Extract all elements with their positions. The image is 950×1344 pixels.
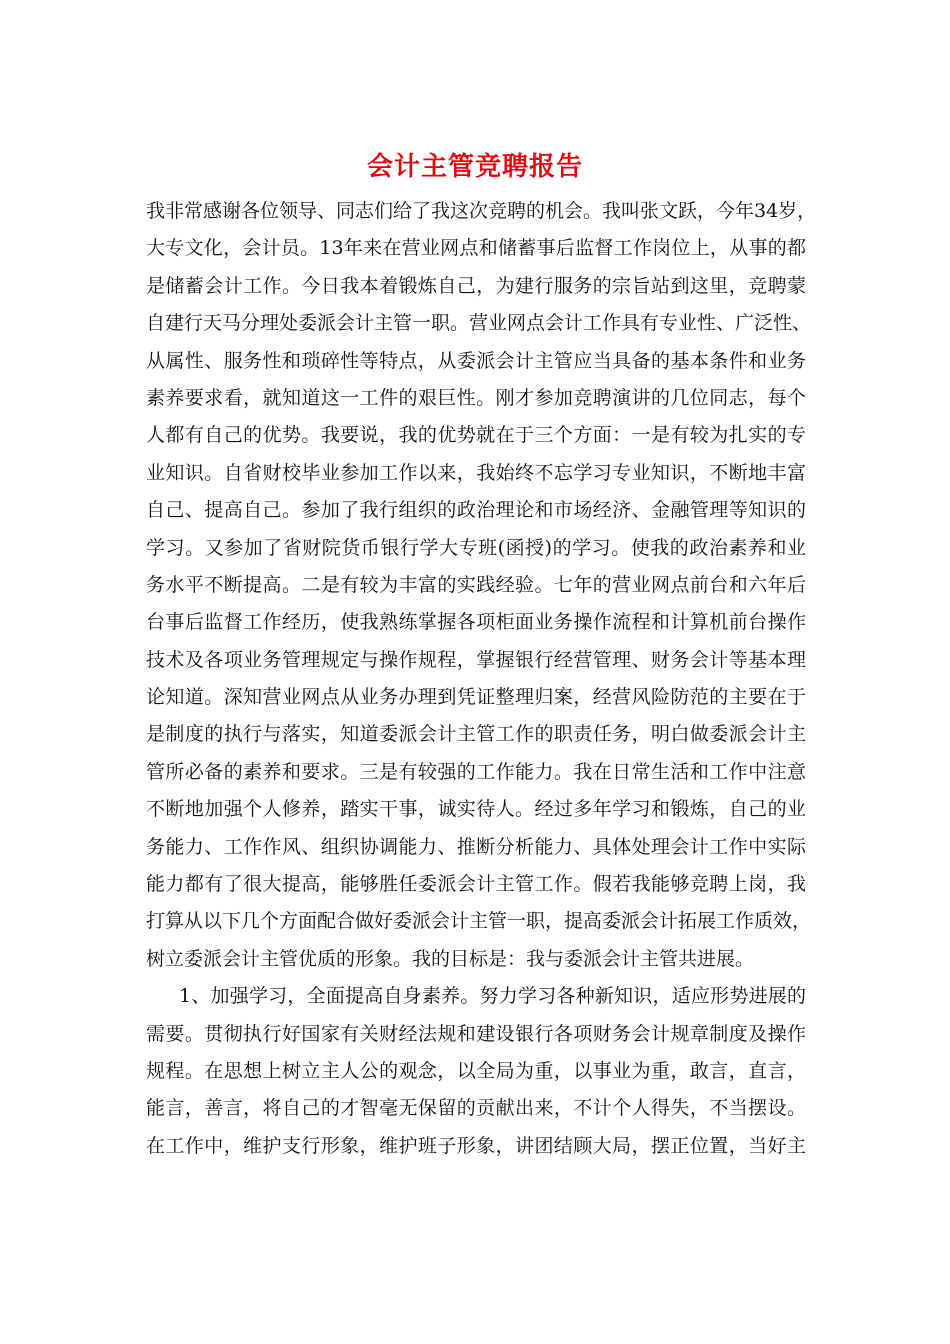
body-line: 论知道。深知营业网点从业务办理到凭证整理归案，经营风险防范的主要在于 — [146, 686, 806, 709]
document-body — [146, 193, 817, 1165]
body-line: 技术及各项业务管理规定与操作规程，掌握银行经营管理、财务会计等基本理 — [146, 648, 806, 671]
body-line: 打算从以下几个方面配合做好委派会计主管一职，提高委派会计拓展工作质效， — [146, 910, 812, 933]
body-line: 素养要求看，就知道这一工件的艰巨性。刚才参加竞聘演讲的几位同志，每个 — [146, 386, 806, 409]
body-line: 人都有自己的优势。我要说，我的优势就在于三个方面：一是有较为扎实的专 — [146, 424, 806, 447]
body-line: 树立委派会计主管优质的形象。我的目标是：我与委派会计主管共进展。 — [146, 947, 755, 970]
body-line: 能言，善言，将自己的才智毫无保留的贡献出来，不计个人得失，不当摆设。 — [146, 1097, 806, 1120]
body-line: 规程。在思想上树立主人公的观念，以全局为重，以事业为重，敢言，直言， — [146, 1059, 806, 1082]
body-line: 大专文化，会计员。13年来在营业网点和储蓄事后监督工作岗位上，从事的都 — [146, 237, 806, 260]
body-line: 务能力、工作作风、组织协调能力、推断分析能力、具体处理会计工作中实际 — [146, 835, 806, 858]
body-line: 务水平不断提高。二是有较为丰富的实践经验。七年的营业网点前台和六年后 — [146, 573, 806, 596]
body-line: 是储蓄会计工作。今日我本着锻炼自己，为建行服务的宗旨站到这里，竞聘蒙 — [146, 274, 806, 297]
body-line: 台事后监督工作经历，使我熟练掌握各项柜面业务操作流程和计算机前台操作 — [146, 611, 806, 634]
body-line: 从属性、服务性和琐碎性等特点，从委派会计主管应当具备的基本条件和业务 — [146, 349, 806, 372]
body-line: 学习。又参加了省财院货币银行学大专班(函授)的学习。使我的政治素养和业 — [146, 536, 806, 559]
body-line: 需要。贯彻执行好国家有关财经法规和建设银行各项财务会计规章制度及操作 — [146, 1022, 806, 1045]
body-line: 管所必备的素养和要求。三是有较强的工作能力。我在日常生活和工作中注意 — [146, 760, 806, 783]
body-line: 自己、提高自己。参加了我行组织的政治理论和市场经济、金融管理等知识的 — [146, 499, 806, 522]
body-line: 能力都有了很大提高，能够胜任委派会计主管工作。假若我能够竞聘上岗，我 — [146, 873, 806, 896]
body-line: 自建行天马分理处委派会计主管一职。营业网点会计工作具有专业性、广泛性、 — [146, 312, 812, 335]
body-line: 在工作中，维护支行形象，维护班子形象，讲团结顾大局，摆正位置，当好主 — [146, 1134, 806, 1157]
body-line: 业知识。自省财校毕业参加工作以来，我始终不忘学习专业知识，不断地丰富 — [146, 461, 806, 484]
body-line: 不断地加强个人修养，踏实干事，诚实待人。经过多年学习和锻炼，自己的业 — [146, 798, 806, 821]
body-line: 1、加强学习，全面提高自身素养。努力学习各种新知识，适应形势进展的 — [179, 985, 806, 1008]
body-line: 我非常感谢各位领导、同志们给了我这次竞聘的机会。我叫张文跃，今年34岁， — [146, 200, 817, 222]
document-title: 会计主管竞聘报告 — [366, 152, 583, 182]
body-line: 是制度的执行与落实，知道委派会计主管工作的职责任务，明白做委派会计主 — [146, 723, 806, 746]
